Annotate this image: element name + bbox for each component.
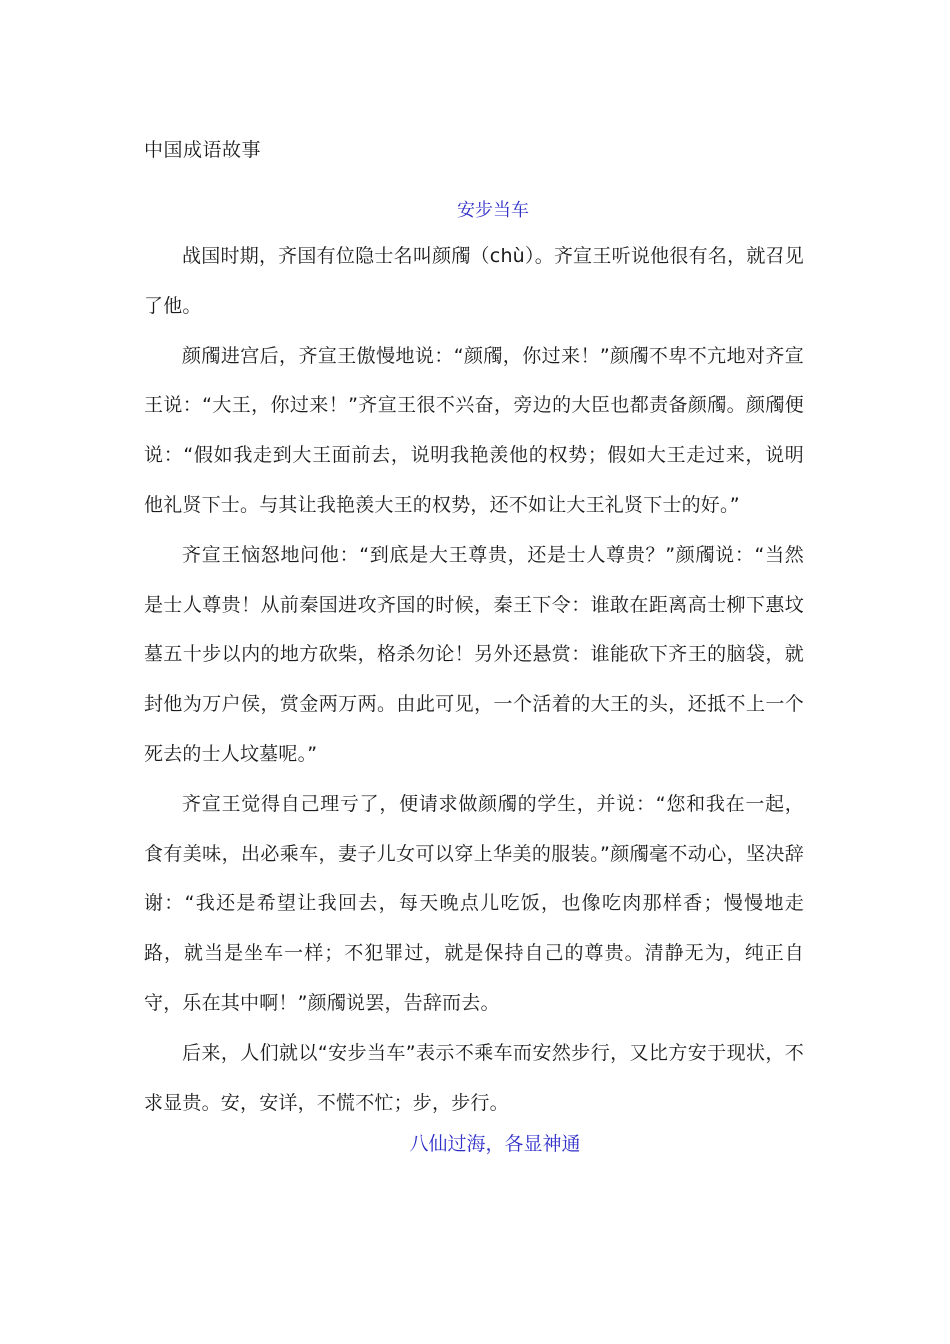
story-paragraph: 战国时期，齐国有位隐士名叫颜斶（chù）。齐宣王听说他很有名，就召见了他。 bbox=[144, 245, 804, 317]
document-header: 中国成语故事 bbox=[144, 139, 262, 161]
story-body bbox=[144, 232, 804, 1128]
next-story-title: 八仙过海，各显神通 bbox=[409, 1133, 581, 1155]
story-paragraph: 颜斶进宫后，齐宣王傲慢地说：“颜斶，你过来！”颜斶不卑不亢地对齐宣王说：“大王，你过来！”齐宣王很不兴奋，旁边的大臣也都责备颜斶。颜斶便说：“假如我走到大王面前去，说明我艳羡他的权势；假如大王走过来，说明他礼贤下士。与其让我艳羡大王的权势，还不如让大王礼贤下士的好。” bbox=[144, 344, 804, 516]
story-paragraph: 后来，人们就以“安步当车”表示不乘车而安然步行，又比方安于现状，不求显贵。安，安详，不慌不忙；步，步行。 bbox=[144, 1041, 804, 1114]
story-paragraph: 齐宣王觉得自己理亏了，便请求做颜斶的学生，并说：“您和我在一起，食有美味，出必乘车，妻子儿女可以穿上华美的服装。”颜斶毫不动心，坚决辞谢：“我还是希望让我回去，每天晚点儿吃饭，也像吃肉那样香；慢慢地走路，就当是坐车一样；不犯罪过，就是保持自己的尊贵。清静无为，纯正自守，乐在其中啊！”颜斶说罢，告辞而去。 bbox=[144, 792, 804, 1014]
story-title: 安步当车 bbox=[457, 200, 529, 221]
story-paragraph: 齐宣王恼怒地问他：“到底是大王尊贵，还是士人尊贵？”颜斶说：“当然是士人尊贵！从前秦国进攻齐国的时候，秦王下令：谁敢在距离高士柳下惠坟墓五十步以内的地方砍柴，格杀勿论！另外还悬赏：谁能砍下齐王的脑袋，就封他为万户侯，赏金两万两。由此可见，一个活着的大王的头，还抵不上一个死去的士人坟墓呢。” bbox=[144, 543, 804, 765]
